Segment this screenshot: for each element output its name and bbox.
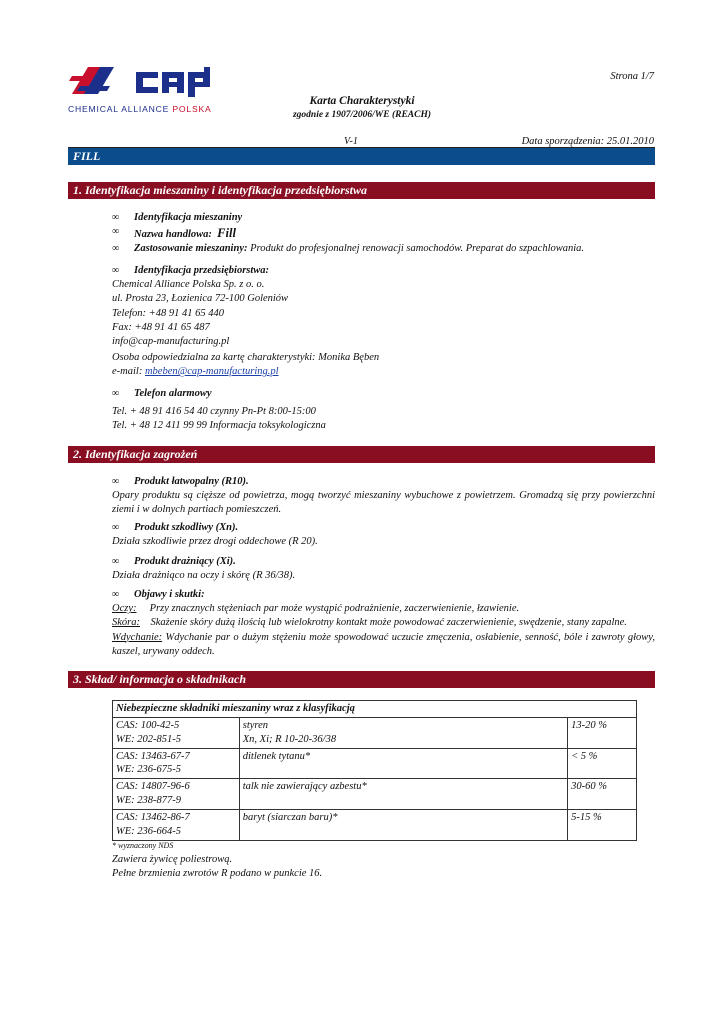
trade-name-row [112,225,655,242]
we-number: WE: 236-675-5 [116,764,182,776]
table-header: Niebezpieczne składniki mieszaniny wraz z klasyfikacją [113,701,637,718]
alarm-phone-block [112,387,655,434]
hazard-irritant-text: Działa drażniąco na oczy i skórę (R 36/38). [112,570,296,582]
alarm-phone-1: Tel. + 48 91 416 54 40 czynny Pn-Pt 8:00-15:00 [112,406,316,418]
concentration-cell: < 5 % [568,748,637,779]
substance-cell [239,779,567,810]
inhalation-text: Wdychanie par o dużym stężeniu może spowodować uczucie zmęczenia, osłabienie, senność, bóle i zawroty głowy, kaszel, urywany oddech. [112,631,656,657]
table-row [113,717,637,748]
product-bar: FILL [68,148,655,165]
company-identification-label: ∞ Identyfikacja przedsiębiorstwa: [112,264,655,278]
cas-cell [113,748,240,779]
hazard-flammable-title: ∞ Produkt łatwopalny (R10). [112,475,655,489]
company-email: info@cap-manufacturing.pl [112,335,230,347]
we-number: WE: 236-664-5 [116,825,182,837]
hazard-harmful-text: Działa szkodliwie przez drogi oddechowe (R 20). [112,536,318,548]
table-footnote: * wyznaczony NDS [112,840,174,850]
cas-cell [113,810,240,841]
alarm-phone-label: ∞ Telefon alarmowy [112,387,655,401]
cas-number: CAS: 100-42-5 [116,719,180,731]
cas-number: CAS: 14807-96-6 [116,781,190,793]
eyes-label: Oczy: [112,603,137,615]
section-2-heading: 2. Identyfikacja zagrożeń [68,446,655,463]
section-1-heading: 1. Identyfikacja mieszaniny i identyfikacja przedsiębiorstwa [68,182,655,199]
concentration-cell: 30-60 % [568,779,637,810]
table-row [113,810,637,841]
company-address: ul. Prosta 23, Łozienica 72-100 Goleniów [112,293,289,305]
table-header-row [113,701,637,718]
skin-label: Skóra: [112,617,140,629]
company-block [112,264,655,349]
composition-notes [112,853,655,881]
cas-number: CAS: 13462-86-7 [116,812,190,824]
hazard-harmful-title: ∞ Produkt szkodliwy (Xn). [112,521,655,535]
we-number: WE: 202-851-5 [116,733,182,745]
components-table [112,700,637,841]
we-number: WE: 238-877-9 [116,795,182,807]
composition-note-rphrases: Pełne brzmienia zwrotów R podano w punkcie 16. [112,868,323,880]
concentration-cell: 5-15 % [568,810,637,841]
version-label: V-1 [344,136,358,147]
hazard-flammable [112,475,655,518]
responsible-email-row [112,365,655,379]
hazard-irritant-title: ∞ Produkt drażniący (Xi). [112,555,655,569]
section-3-heading: 3. Skład/ informacja o składnikach [68,671,655,688]
document-subtitle: zgodnie z 1907/2006/WE (REACH) [292,110,432,120]
symptoms-block [112,588,655,659]
document-title: Karta Charakterystyki [309,95,415,107]
substance-cell [239,748,567,779]
symptoms-inhalation [112,631,655,659]
substance-name: talk nie zawierający azbestu* [242,781,367,793]
symptoms-eyes [112,602,655,616]
responsible-person: Osoba odpowiedzialna za kartę charakterystyki: Monika Bęben [112,352,380,363]
trade-name-value: Fill [217,226,236,241]
mixture-use-value: Produkt do profesjonalnej renowacji samochodów. Preparat do szpachlowania. [247,243,585,255]
composition-note-resin: Zawiera żywicę poliestrową. [112,854,233,865]
substance-name: baryt (siarczan baru)* [242,812,338,824]
mixture-use-row [112,242,655,256]
hazard-irritant [112,555,655,583]
hazard-flammable-text: Opary produktu są cięższe od powietrza, mogą tworzyć mieszaniny wybuchowe z powietrzem. Gromadzą się przy powierzchni ziemi i w dolnych partiach pomieszczeń. [112,490,655,516]
responsible-email-link[interactable]: mbeben@cap-manufacturing.pl [144,366,279,378]
table-row [113,748,637,779]
components-table-wrap [112,700,637,852]
table-row [113,779,637,810]
cas-cell [113,779,240,810]
hazard-harmful [112,521,655,549]
company-fax: Fax: +48 91 41 65 487 [112,321,210,333]
cas-cell [113,717,240,748]
skin-text: Skażenie skóry dużą ilością lub wielokrotny kontakt może powodować zaczerwienienie, swędzenie, stany zapalne. [150,617,627,629]
section-1-identification [112,211,655,257]
eyes-text: Przy znacznych stężeniach par może wystąpić podrażnienie, zaczerwienienie, łzawienie. [149,603,520,615]
responsible-person-block [112,351,655,379]
substance-cell [239,717,567,748]
company-name: Chemical Alliance Polska Sp. z o. o. [112,279,265,291]
substance-cell [239,810,567,841]
substance-name: styren [242,719,269,731]
mixture-use-label: Zastosowanie mieszaniny: [134,243,248,255]
email-label: e-mail: [112,366,145,378]
inhalation-label: Wdychanie: [112,631,163,643]
svg-text:CHEMICAL ALLIANCE POLSKA: CHEMICAL ALLIANCE POLSKA [68,104,212,114]
alarm-phone-2: Tel. + 48 12 411 99 99 Informacja toksykologiczna [112,420,326,432]
company-phone: Telefon: +48 91 41 65 440 [112,307,224,319]
substance-classification: Xn, Xi; R 10-20-36/38 [242,733,337,745]
concentration-cell: 13-20 % [568,717,637,748]
substance-name: ditlenek tytanu* [242,750,311,762]
symptoms-title: ∞ Objawy i skutki: [112,588,655,602]
mixture-identification-label: ∞ Identyfikacja mieszaniny [112,211,655,225]
page-number: Strona 1/7 [610,71,654,82]
cas-number: CAS: 13463-67-7 [116,750,190,762]
preparation-date: Data sporządzenia: 25.01.2010 [521,136,654,147]
trade-name-label: Nazwa handlowa: [134,229,212,241]
symptoms-skin [112,616,655,630]
